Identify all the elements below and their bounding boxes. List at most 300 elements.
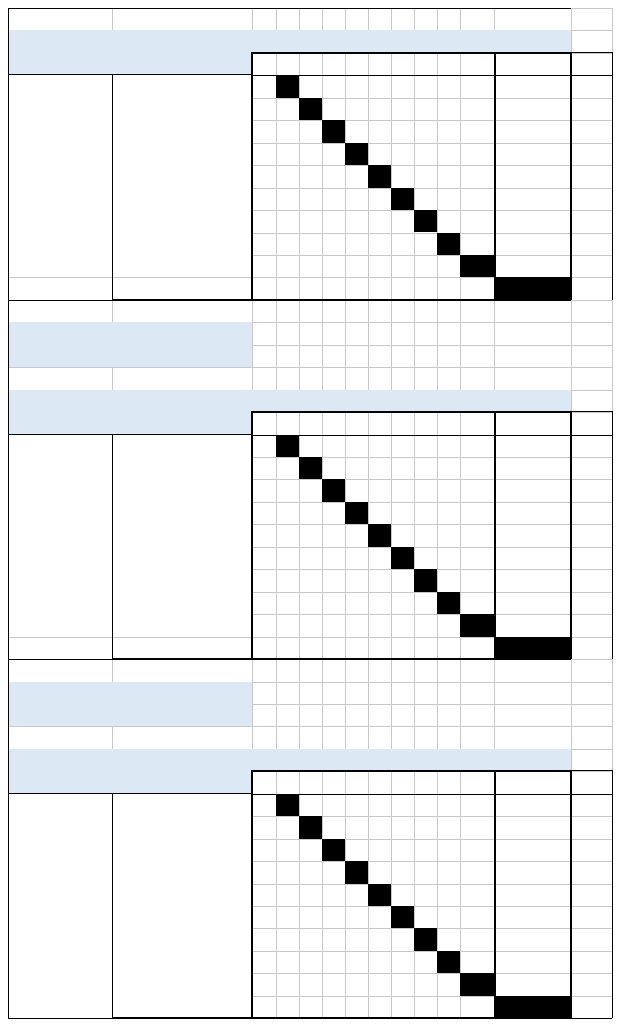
column-number-8 xyxy=(437,771,460,793)
row-number xyxy=(8,165,112,187)
score-cell xyxy=(437,524,460,546)
diagonal-cell xyxy=(391,547,414,569)
column-number-6 xyxy=(391,412,414,434)
score-cell xyxy=(345,277,368,299)
score-cell xyxy=(322,524,345,546)
column-labels-label xyxy=(252,30,571,52)
row-number xyxy=(8,233,112,255)
total-cell xyxy=(494,233,571,255)
row-number xyxy=(8,120,112,142)
score-cell xyxy=(368,277,391,299)
team-name xyxy=(112,592,252,614)
score-cell xyxy=(391,861,414,883)
score-cell xyxy=(299,569,322,591)
score-cell xyxy=(322,951,345,973)
round-filter-value[interactable] xyxy=(112,704,252,726)
grid-line xyxy=(251,770,571,772)
row-number xyxy=(8,435,112,457)
score-cell xyxy=(391,637,414,659)
team-name xyxy=(112,435,252,457)
score-cell xyxy=(322,210,345,232)
grid-line xyxy=(112,794,113,1019)
column-number-7 xyxy=(414,53,437,75)
score-cell xyxy=(391,502,414,524)
total-cell xyxy=(494,75,571,97)
row-number xyxy=(8,75,112,97)
grid-line xyxy=(251,412,253,659)
row-number xyxy=(8,996,112,1018)
diagonal-cell xyxy=(437,592,460,614)
score-cell xyxy=(460,188,494,210)
total-cell xyxy=(494,592,571,614)
score-cell xyxy=(391,839,414,861)
score-cell xyxy=(460,143,494,165)
diagonal-cell xyxy=(299,457,322,479)
team-name xyxy=(112,996,252,1018)
score-cell xyxy=(322,906,345,928)
score-cell xyxy=(460,547,494,569)
row-number xyxy=(8,592,112,614)
score-cell xyxy=(299,210,322,232)
score-cell xyxy=(414,951,437,973)
diagonal-cell xyxy=(368,524,391,546)
score-cell xyxy=(299,547,322,569)
score-cell xyxy=(437,861,460,883)
score-cell xyxy=(437,928,460,950)
column-number-1 xyxy=(276,771,299,793)
grid-line xyxy=(251,53,253,300)
score-cell xyxy=(299,928,322,950)
team-name xyxy=(112,165,252,187)
row-number xyxy=(8,143,112,165)
score-cell xyxy=(368,75,391,97)
row-number xyxy=(8,98,112,120)
row-number xyxy=(8,255,112,277)
grid-line xyxy=(571,411,612,412)
column-number-9 xyxy=(460,412,494,434)
score-cell xyxy=(368,996,391,1018)
total-cell xyxy=(494,210,571,232)
diagonal-cell xyxy=(276,435,299,457)
grid-line xyxy=(570,412,572,659)
total-cell xyxy=(494,165,571,187)
score-cell xyxy=(322,457,345,479)
column-number-5 xyxy=(368,412,391,434)
score-cell xyxy=(391,457,414,479)
score-cell xyxy=(322,98,345,120)
sum-of-score-label xyxy=(8,30,112,52)
diagonal-cell xyxy=(345,502,368,524)
grid-line xyxy=(414,8,415,1018)
score-cell xyxy=(460,502,494,524)
grid-line xyxy=(494,412,496,659)
score-cell xyxy=(460,794,494,816)
score-cell xyxy=(460,951,494,973)
score-cell xyxy=(368,951,391,973)
total-cell xyxy=(494,120,571,142)
round-filter-label xyxy=(8,345,112,367)
team-name xyxy=(112,120,252,142)
score-cell xyxy=(391,277,414,299)
diagonal-cell xyxy=(460,614,494,636)
column-number-8 xyxy=(437,412,460,434)
row-number xyxy=(8,502,112,524)
team-name xyxy=(112,794,252,816)
team-name xyxy=(112,479,252,501)
grid-line xyxy=(8,793,251,794)
row-number xyxy=(8,547,112,569)
row-number xyxy=(8,479,112,501)
score-cell xyxy=(437,884,460,906)
score-cell xyxy=(368,569,391,591)
section-title xyxy=(8,367,571,389)
round-filter-value[interactable] xyxy=(112,345,252,367)
score-cell xyxy=(437,479,460,501)
team-name xyxy=(112,637,252,659)
score-cell xyxy=(345,951,368,973)
score-cell xyxy=(414,165,437,187)
row-number xyxy=(8,637,112,659)
grid-line xyxy=(251,435,612,436)
score-cell xyxy=(276,210,299,232)
score-cell xyxy=(299,839,322,861)
total-cell xyxy=(494,547,571,569)
score-cell xyxy=(414,98,437,120)
score-cell xyxy=(414,233,437,255)
score-cell xyxy=(276,637,299,659)
score-cell xyxy=(276,996,299,1018)
grid-line xyxy=(612,411,613,659)
diagonal-cell xyxy=(276,75,299,97)
total-cell xyxy=(494,637,571,659)
team-name xyxy=(112,816,252,838)
type-filter-value[interactable] xyxy=(112,682,252,704)
score-cell xyxy=(460,996,494,1018)
grid-line xyxy=(252,322,612,323)
score-cell xyxy=(345,614,368,636)
score-cell xyxy=(414,592,437,614)
diagonal-cell xyxy=(391,906,414,928)
grid-line xyxy=(8,659,112,660)
name-header xyxy=(112,53,252,75)
score-cell xyxy=(276,98,299,120)
rank-cell xyxy=(571,839,612,861)
score-cell xyxy=(299,188,322,210)
column-number-1 xyxy=(276,412,299,434)
column-number-3 xyxy=(322,771,345,793)
grid-line xyxy=(112,658,571,660)
score-cell xyxy=(276,255,299,277)
column-number-4 xyxy=(345,771,368,793)
row-number xyxy=(8,973,112,995)
score-cell xyxy=(437,502,460,524)
score-cell xyxy=(460,435,494,457)
diagonal-cell xyxy=(299,98,322,120)
grid-line xyxy=(8,8,9,1018)
grid-line xyxy=(571,52,612,53)
diagonal-cell xyxy=(460,255,494,277)
diagonal-cell xyxy=(345,143,368,165)
score-cell xyxy=(345,996,368,1018)
column-number-3 xyxy=(322,53,345,75)
team-name xyxy=(112,524,252,546)
score-cell xyxy=(299,502,322,524)
score-cell xyxy=(460,592,494,614)
section-title xyxy=(8,8,571,30)
score-cell xyxy=(345,98,368,120)
row-number xyxy=(8,794,112,816)
total-header xyxy=(494,412,571,434)
diagonal-cell xyxy=(414,569,437,591)
score-cell xyxy=(322,592,345,614)
diagonal-cell xyxy=(414,210,437,232)
score-cell xyxy=(299,435,322,457)
column-number-3 xyxy=(322,412,345,434)
team-name xyxy=(112,75,252,97)
grid-line xyxy=(612,52,613,300)
total-cell xyxy=(494,479,571,501)
score-cell xyxy=(299,143,322,165)
name-header xyxy=(112,412,252,434)
score-cell xyxy=(345,188,368,210)
diagonal-cell xyxy=(414,928,437,950)
row-number xyxy=(8,210,112,232)
team-name xyxy=(112,188,252,210)
score-cell xyxy=(391,479,414,501)
rank-cell xyxy=(571,816,612,838)
rank-cell xyxy=(571,973,612,995)
row-labels-header xyxy=(8,53,112,75)
total-cell xyxy=(494,951,571,973)
row-number xyxy=(8,839,112,861)
score-cell xyxy=(460,233,494,255)
sum-of-score-label xyxy=(8,749,112,771)
score-cell xyxy=(322,928,345,950)
score-cell xyxy=(276,884,299,906)
score-cell xyxy=(299,906,322,928)
score-cell xyxy=(276,165,299,187)
total-cell xyxy=(494,143,571,165)
score-cell xyxy=(276,816,299,838)
score-cell xyxy=(368,479,391,501)
round-filter-label xyxy=(8,704,112,726)
score-cell xyxy=(460,75,494,97)
score-cell xyxy=(345,906,368,928)
team-name xyxy=(112,457,252,479)
grid-line xyxy=(112,435,113,660)
score-cell xyxy=(391,614,414,636)
score-cell xyxy=(299,75,322,97)
score-cell xyxy=(299,861,322,883)
team-name xyxy=(112,277,252,299)
grid-line xyxy=(252,345,612,346)
grid-line xyxy=(251,52,571,54)
score-cell xyxy=(414,794,437,816)
score-cell xyxy=(414,884,437,906)
column-number-9 xyxy=(460,53,494,75)
score-cell xyxy=(322,884,345,906)
rank-cell xyxy=(571,255,612,277)
row-number xyxy=(8,884,112,906)
diagonal-cell xyxy=(368,884,391,906)
total-cell xyxy=(494,98,571,120)
column-number-1 xyxy=(276,53,299,75)
column-labels-label xyxy=(252,390,571,412)
grid-line xyxy=(494,53,496,300)
score-cell xyxy=(437,569,460,591)
score-cell xyxy=(276,524,299,546)
row-number xyxy=(8,906,112,928)
row-number xyxy=(8,524,112,546)
team-name xyxy=(112,614,252,636)
score-cell xyxy=(322,816,345,838)
total-cell xyxy=(494,996,571,1018)
score-cell xyxy=(437,210,460,232)
column-number-6 xyxy=(391,53,414,75)
total-cell xyxy=(494,502,571,524)
grid-line xyxy=(571,770,612,771)
total-cell xyxy=(494,277,571,299)
total-cell xyxy=(494,794,571,816)
team-name xyxy=(112,906,252,928)
grid-line xyxy=(251,771,253,1018)
row-number xyxy=(8,861,112,883)
score-cell xyxy=(345,457,368,479)
score-cell xyxy=(437,165,460,187)
team-name xyxy=(112,951,252,973)
score-cell xyxy=(368,637,391,659)
total-header xyxy=(494,771,571,793)
team-name xyxy=(112,143,252,165)
section-title xyxy=(8,726,571,748)
score-cell xyxy=(276,614,299,636)
diagonal-cell xyxy=(276,794,299,816)
total-cell xyxy=(494,861,571,883)
diagonal-cell xyxy=(322,839,345,861)
team-name xyxy=(112,569,252,591)
score-cell xyxy=(299,479,322,501)
column-number-4 xyxy=(345,53,368,75)
score-cell xyxy=(414,479,437,501)
grid-line xyxy=(251,75,612,76)
score-cell xyxy=(322,233,345,255)
grid-line xyxy=(570,771,572,1018)
score-cell xyxy=(414,120,437,142)
score-cell xyxy=(391,98,414,120)
total-cell xyxy=(494,906,571,928)
score-cell xyxy=(368,839,391,861)
total-cell xyxy=(494,457,571,479)
score-cell xyxy=(391,143,414,165)
column-number-8 xyxy=(437,53,460,75)
score-cell xyxy=(437,839,460,861)
grid-line xyxy=(8,300,112,301)
score-cell xyxy=(437,143,460,165)
score-cell xyxy=(437,255,460,277)
score-cell xyxy=(368,928,391,950)
total-cell xyxy=(494,188,571,210)
column-number-2 xyxy=(299,771,322,793)
row-number xyxy=(8,951,112,973)
score-cell xyxy=(345,592,368,614)
score-cell xyxy=(460,906,494,928)
grid-line xyxy=(251,794,612,795)
diagonal-cell xyxy=(299,816,322,838)
diagonal-cell xyxy=(391,188,414,210)
rank-header xyxy=(571,771,612,793)
score-cell xyxy=(345,547,368,569)
score-cell xyxy=(368,794,391,816)
total-cell xyxy=(494,614,571,636)
score-cell xyxy=(414,75,437,97)
row-labels-header xyxy=(8,771,112,793)
grid-line xyxy=(8,74,251,75)
team-name xyxy=(112,255,252,277)
grid-line xyxy=(8,1018,612,1019)
diagonal-cell xyxy=(460,973,494,995)
score-cell xyxy=(391,255,414,277)
total-cell xyxy=(494,928,571,950)
column-number-2 xyxy=(299,53,322,75)
score-cell xyxy=(437,614,460,636)
row-number xyxy=(8,816,112,838)
grid-line xyxy=(612,770,613,1018)
diagonal-cell xyxy=(437,951,460,973)
score-cell xyxy=(276,569,299,591)
score-cell xyxy=(368,233,391,255)
total-cell xyxy=(494,435,571,457)
score-cell xyxy=(299,794,322,816)
score-cell xyxy=(345,255,368,277)
sum-of-score-label xyxy=(8,390,112,412)
score-cell xyxy=(460,637,494,659)
team-name xyxy=(112,861,252,883)
row-number xyxy=(8,277,112,299)
team-name xyxy=(112,973,252,995)
team-name xyxy=(112,839,252,861)
grid-line xyxy=(494,771,496,1018)
column-number-7 xyxy=(414,412,437,434)
type-filter-value[interactable] xyxy=(112,322,252,344)
score-cell xyxy=(368,120,391,142)
diagonal-cell xyxy=(322,120,345,142)
diagonal-cell xyxy=(437,233,460,255)
grid-line xyxy=(112,299,571,301)
grid-line xyxy=(252,682,612,683)
column-labels-label xyxy=(252,749,571,771)
score-cell xyxy=(414,435,437,457)
rank-cell xyxy=(571,614,612,636)
team-name xyxy=(112,98,252,120)
column-number-5 xyxy=(368,771,391,793)
total-cell xyxy=(494,973,571,995)
team-name xyxy=(112,210,252,232)
score-cell xyxy=(345,816,368,838)
score-cell xyxy=(460,861,494,883)
type-filter-label xyxy=(8,322,112,344)
score-cell xyxy=(368,435,391,457)
total-header xyxy=(494,53,571,75)
total-cell xyxy=(494,839,571,861)
grid-line xyxy=(322,8,323,1018)
grid-line xyxy=(251,411,571,413)
grid-line xyxy=(276,8,277,1018)
row-labels-header xyxy=(8,412,112,434)
score-cell xyxy=(322,547,345,569)
row-number xyxy=(8,457,112,479)
rank-cell xyxy=(571,794,612,816)
score-cell xyxy=(414,816,437,838)
